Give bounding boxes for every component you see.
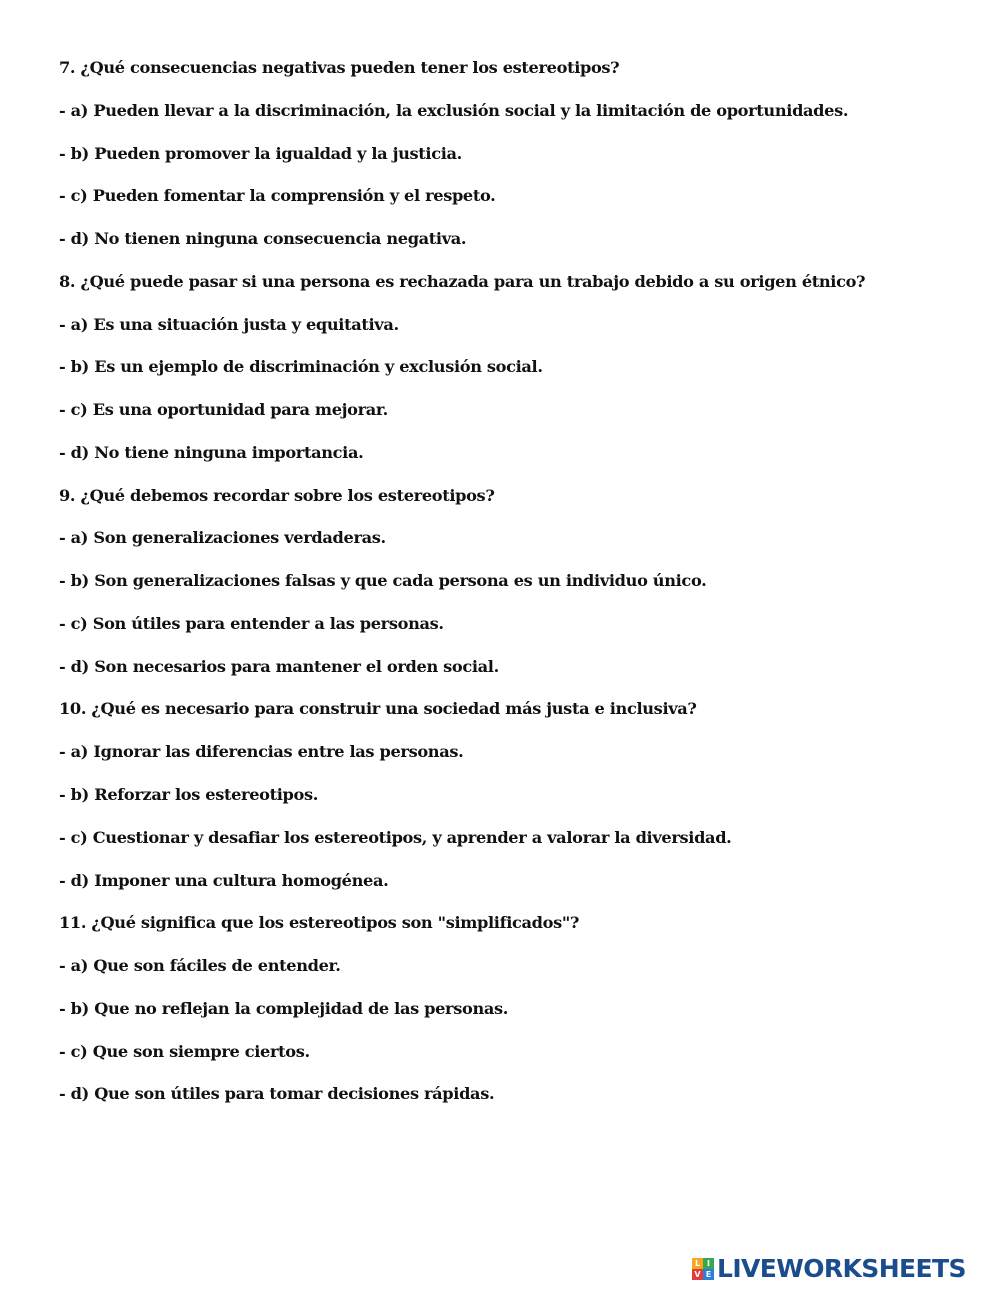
liveworksheets-logo-icon [692, 1258, 714, 1280]
answer-option: - a) Es una situación justa y equitativa. [59, 314, 399, 334]
answer-option: - d) Son necesarios para mantener el orden social. [59, 656, 499, 676]
question-text: 9. ¿Qué debemos recordar sobre los estereotipos? [59, 485, 495, 505]
answer-option: - b) Reforzar los estereotipos. [59, 785, 319, 805]
logo-text: LIVEWORKSHEETS [717, 1254, 966, 1283]
answer-option: - b) Es un ejemplo de discriminación y exclusión social. [59, 357, 543, 377]
question-block [59, 486, 959, 700]
answer-option: - c) Pueden fomentar la comprensión y el respeto. [59, 186, 496, 206]
answer-option: - c) Que son siempre ciertos. [59, 1041, 310, 1061]
logo-letter: L [692, 1258, 703, 1269]
answer-option: - c) Son útiles para entender a las personas. [59, 613, 444, 633]
answer-option: - d) Que son útiles para tomar decisiones rápidas. [59, 1084, 495, 1104]
question-block [59, 699, 959, 913]
answer-option: - b) Que no reflejan la complejidad de las personas. [59, 998, 509, 1018]
question-text: 11. ¿Qué significa que los estereotipos son "simplificados"? [59, 913, 580, 933]
question-text: 10. ¿Qué es necesario para construir una sociedad más justa e inclusiva? [59, 699, 697, 719]
answer-option: - a) Pueden llevar a la discriminación, la exclusión social y la limitación de oportunidades. [59, 100, 849, 120]
answer-option: - b) Son generalizaciones falsas y que cada persona es un individuo único. [59, 571, 707, 591]
logo-letter: E [703, 1269, 714, 1280]
answer-option: - a) Ignorar las diferencias entre las personas. [59, 742, 464, 762]
answer-option: - b) Pueden promover la igualdad y la justicia. [59, 143, 462, 163]
worksheet-content [59, 58, 959, 1127]
logo-letter: V [692, 1269, 703, 1280]
question-text: 8. ¿Qué puede pasar si una persona es rechazada para un trabajo debido a su origen étnico? [59, 271, 866, 291]
question-block [59, 272, 959, 486]
question-block [59, 913, 959, 1127]
answer-option: - c) Cuestionar y desafiar los estereotipos, y aprender a valorar la diversidad. [59, 827, 732, 847]
answer-option: - d) Imponer una cultura homogénea. [59, 870, 389, 890]
liveworksheets-logo [692, 1254, 966, 1284]
answer-option: - a) Que son fáciles de entender. [59, 956, 341, 976]
answer-option: - c) Es una oportunidad para mejorar. [59, 400, 388, 420]
answer-option: - d) No tiene ninguna importancia. [59, 442, 364, 462]
question-block [59, 58, 959, 272]
logo-letter: I [703, 1258, 714, 1269]
answer-option: - a) Son generalizaciones verdaderas. [59, 528, 386, 548]
question-text: 7. ¿Qué consecuencias negativas pueden tener los estereotipos? [59, 58, 620, 77]
answer-option: - d) No tienen ninguna consecuencia negativa. [59, 229, 467, 249]
